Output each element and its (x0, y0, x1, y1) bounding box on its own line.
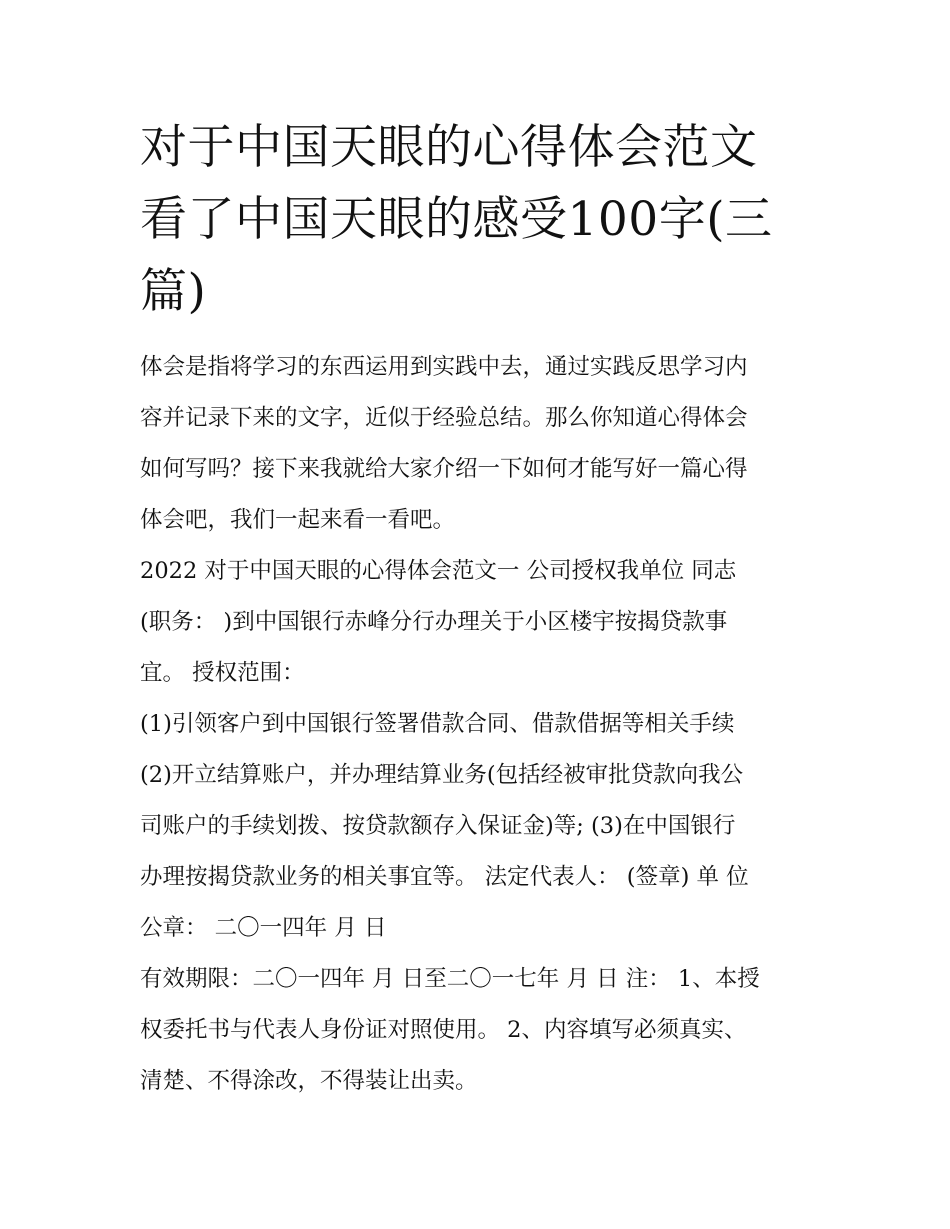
document-content (140, 112, 820, 1107)
text-line: 2022 对于中国天眼的心得体会范文一 公司授权我单位 同志 (140, 558, 737, 584)
document-title (140, 112, 820, 328)
text-line: 容并记录下来的文字，近似于经验总结。那么你知道心得体会 (140, 405, 748, 431)
validity-paragraph (140, 954, 820, 1107)
text-line: 体会吧，我们一起来看一看吧。 (140, 507, 456, 533)
scope-item-1-paragraph (140, 699, 820, 750)
text-line: 权委托书与代表人身份证对照使用。 2、内容填写必须真实、 (140, 1017, 747, 1043)
text-line: 办理按揭贷款业务的相关事宜等。 法定代表人： (签章) 单 位 (140, 864, 749, 890)
text-line: 体会是指将学习的东西运用到实践中去，通过实践反思学习内 (140, 354, 748, 380)
title-line-2: 看了中国天眼的感受100字(三 (140, 192, 773, 247)
authorization-paragraph (140, 546, 820, 699)
intro-paragraph (140, 342, 820, 546)
title-line-3: 篇) (140, 264, 207, 319)
text-line: 司账户的手续划拨、按贷款额存入保证金)等; (3)在中国银行 (140, 813, 736, 839)
text-line: 有效期限：二〇一四年 月 日至二〇一七年 月 日 注： 1、本授 (140, 966, 760, 992)
scope-item-2-paragraph (140, 750, 820, 954)
text-line: 公章： 二〇一四年 月 日 (140, 915, 387, 941)
text-line: (1)引领客户到中国银行签署借款合同、借款借据等相关手续 (140, 711, 735, 737)
text-line: (职务： )到中国银行赤峰分行办理关于小区楼宇按揭贷款事 (140, 609, 728, 635)
document-body (140, 342, 820, 1107)
text-line: 如何写吗？接下来我就给大家介绍一下如何才能写好一篇心得 (140, 456, 748, 482)
text-line: 宜。 授权范围： (140, 660, 305, 686)
text-line: 清楚、不得涂改，不得装让出卖。 (140, 1068, 478, 1094)
title-line-1: 对于中国天眼的心得体会范文 (140, 120, 758, 175)
text-line: (2)开立结算账户，并办理结算业务(包括经被审批贷款向我公 (140, 762, 744, 788)
